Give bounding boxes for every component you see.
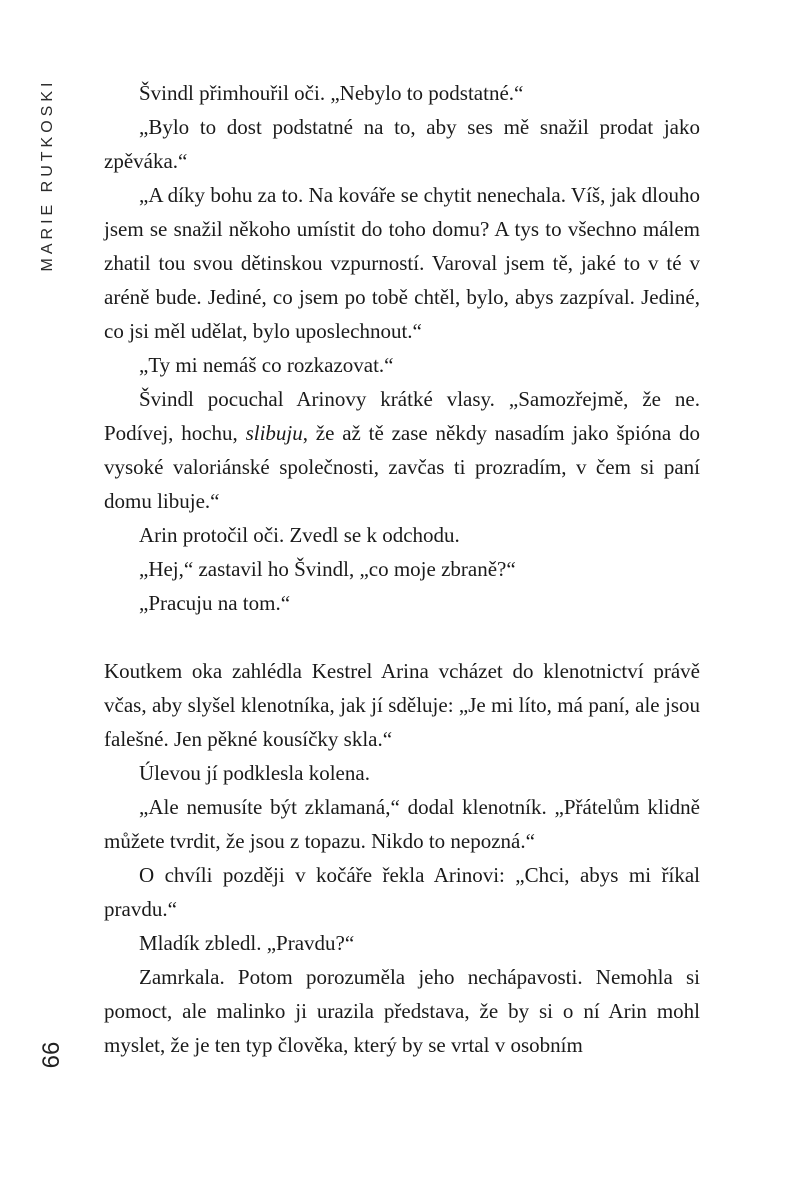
paragraph: Úlevou jí podklesla kolena. [139, 761, 370, 785]
paragraph: „A díky bohu za to. Na kováře se chytit nenechala. Víš, jak dlouho jsem se snažil někoho umístit do toho domu? A tys to všechno málem zhatil tou svou dětinskou vzpurností. Varoval jsem tě, jaké to v té v aréně bude. Jediné, co jsem po tobě chtěl, bylo, abys zazpíval. Jediné, co jsi měl udělat, bylo uposlechnout.“ [104, 183, 700, 343]
paragraph: Arin protočil oči. Zvedl se k odchodu. [139, 523, 460, 547]
page-number [32, 1030, 72, 1080]
paragraph: O chvíli později v kočáře řekla Arinovi: „Chci, abys mi říkal pravdu.“ [104, 863, 700, 921]
paragraph-text: , že až tě zase někdy nasadím jako špióna do vysoké valoriánské společnosti, zavčas ti prozradím, v čem si paní domu libuje.“ [104, 421, 700, 513]
paragraph-emphasis: slibuju [245, 421, 303, 445]
paragraph: „Ty mi nemáš co rozkazovat.“ [139, 353, 394, 377]
paragraph [104, 382, 700, 518]
paragraph: „Pracuju na tom.“ [139, 591, 291, 615]
paragraph: „Bylo to dost podstatné na to, aby ses mě snažil prodat jako zpěváka.“ [104, 115, 700, 173]
running-head [28, 60, 68, 290]
paragraph: Zamrkala. Potom porozuměla jeho nechápavosti. Nemohla si pomoct, ale malinko ji urazila představa, že by si o ní Arin mohl myslet, že je ten typ člověka, který by se vrtal v osobním [104, 965, 700, 1057]
paragraph: Mladík zbledl. „Pravdu?“ [139, 931, 355, 955]
paragraph-text: Švindl pocuchal Arinovy krátké vlasy. „Samozřejmě, že ne. Podívej, hochu, [104, 387, 700, 445]
body-text [104, 76, 700, 1062]
paragraph: Švindl přimhouřil oči. „Nebylo to podstatné.“ [139, 81, 524, 105]
paragraph: „Ale nemusíte být zklamaná,“ dodal klenotník. „Přátelům klidně můžete tvrdit, že jsou z topazu. Nikdo to nepozná.“ [104, 795, 700, 853]
section-break [104, 620, 700, 654]
page-number-text: 66 [38, 1041, 65, 1069]
paragraph: Koutkem oka zahlédla Kestrel Arina vcházet do klenotnictví právě včas, aby slyšel klenotníka, jak jí sděluje: „Je mi líto, má paní, ale jsou falešné. Jen pěkné kousíčky skla.“ [104, 659, 700, 751]
running-head-author: MARIE RUTKOSKI [39, 78, 56, 272]
paragraph: „Hej,“ zastavil ho Švindl, „co moje zbraně?“ [139, 557, 516, 581]
